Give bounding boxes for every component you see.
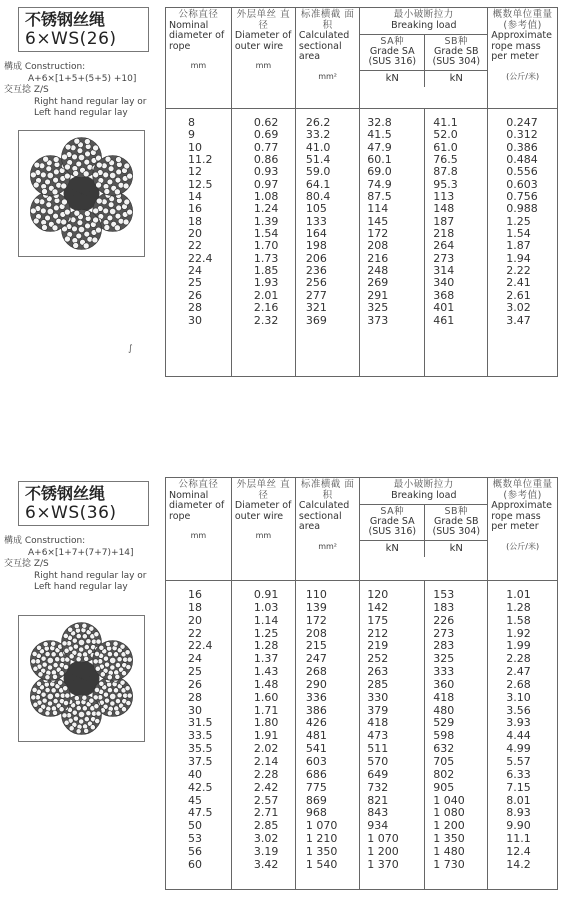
table-cell: 12.4 — [506, 844, 531, 858]
table-cell: 2.28 — [506, 652, 531, 666]
table-cell: 705 — [433, 754, 455, 768]
table-cell: 2.68 — [506, 677, 531, 691]
table-cell: 24 — [188, 264, 202, 278]
rope-info-panel — [4, 481, 158, 594]
rope-spec-table — [165, 7, 558, 377]
table-cell: 226 — [433, 613, 455, 627]
table-cell: 314 — [433, 264, 455, 278]
table-cell: 208 — [305, 626, 327, 640]
table-cell: 47.9 — [367, 140, 392, 154]
table-cell: 153 — [433, 588, 455, 601]
table-cell: 3.02 — [506, 301, 531, 315]
table-cell: 273 — [433, 251, 455, 265]
table-cell: 41.1 — [433, 116, 458, 129]
column-grade-sb-load — [425, 109, 488, 377]
table-cell: 1.94 — [506, 251, 531, 265]
header-nominal-diameter: 公称直径 Nominal diameter of rope mm — [166, 478, 232, 581]
table-cell: 2.01 — [253, 288, 279, 302]
rope-info-panel — [4, 7, 158, 120]
column-outer-wire-diameter — [231, 109, 295, 377]
table-cell: 291 — [367, 288, 389, 302]
table-cell: 16 — [188, 202, 202, 216]
table-cell: 2.14 — [253, 754, 279, 768]
product-title-cn: 不锈钢丝绳 — [25, 10, 106, 29]
table-cell: 26 — [188, 677, 202, 691]
lay-description-line1: Right hand regular lay or — [34, 96, 147, 107]
table-cell: 1 540 — [305, 857, 338, 871]
table-cell: 74.9 — [367, 177, 392, 191]
table-cell: 2.85 — [253, 819, 279, 833]
table-cell: 0.556 — [506, 165, 538, 179]
table-cell: 1.73 — [253, 251, 279, 265]
header-grade-sa: SA种 Grade SA (SUS 316) kN — [360, 35, 425, 87]
table-cell: 206 — [305, 251, 327, 265]
header-breaking-load: 最小破断拉力 Breaking load SA种 Grade SA (SUS 316) kN SB种 Grade SB (SUS 304) kN — [360, 478, 488, 581]
table-cell: 22.4 — [188, 639, 213, 653]
table-cell: 3.10 — [506, 690, 531, 704]
table-cell: 325 — [433, 652, 455, 666]
table-cell: 12.5 — [188, 177, 213, 191]
table-cell: 541 — [305, 742, 327, 756]
table-cell: 45 — [188, 793, 202, 807]
table-cell: 426 — [305, 716, 327, 730]
table-cell: 1.39 — [253, 214, 279, 228]
table-cell: 1.54 — [253, 227, 279, 241]
table-cell: 2.16 — [253, 301, 279, 315]
table-cell: 1 730 — [433, 857, 465, 871]
table-cell: 2.57 — [253, 793, 279, 807]
table-cell: 1.91 — [253, 729, 279, 743]
table-cell: 8.01 — [506, 793, 531, 807]
table-cell: 31.5 — [188, 716, 213, 730]
table-cell: 60.1 — [367, 153, 392, 167]
table-cell: 47.5 — [188, 806, 213, 820]
table-cell: 3.42 — [253, 857, 279, 871]
table-cell: 28 — [188, 301, 202, 315]
table-cell: 105 — [305, 202, 327, 216]
table-cell: 418 — [433, 690, 455, 704]
table-cell: 5.57 — [506, 754, 531, 768]
construction-info — [4, 536, 179, 594]
table-cell: 0.62 — [253, 116, 279, 129]
table-cell: 0.247 — [506, 116, 538, 129]
table-cell: 10 — [188, 140, 202, 154]
table-cell: 1.25 — [253, 626, 279, 640]
table-cell: 775 — [305, 780, 327, 794]
table-cell: 802 — [433, 767, 455, 781]
table-cell: 30 — [188, 313, 202, 327]
table-cell: 369 — [305, 313, 327, 327]
table-cell: 2.32 — [253, 313, 279, 327]
rope-cross-section-image — [18, 130, 145, 257]
table-cell: 25 — [188, 276, 202, 290]
table-cell: 175 — [367, 613, 389, 627]
column-outer-wire-diameter — [231, 581, 295, 890]
table-cell: 1.25 — [506, 214, 531, 228]
table-cell: 0.988 — [506, 202, 538, 216]
table-cell: 1.58 — [506, 613, 531, 627]
table-cell: 18 — [188, 600, 202, 614]
header-rope-mass: 概数单位重量 (参考值) Approximate rope mass per meter (公斤/米) — [488, 478, 558, 581]
table-cell: 208 — [367, 239, 389, 253]
table-cell: 1.54 — [506, 227, 531, 241]
table-cell: 481 — [305, 729, 327, 743]
table-cell: 511 — [367, 742, 389, 756]
table-cell: 3.19 — [253, 844, 279, 858]
table-cell: 2.47 — [506, 665, 531, 679]
table-cell: 64.1 — [305, 177, 331, 191]
table-cell: 379 — [367, 703, 389, 717]
table-cell: 1 480 — [433, 844, 465, 858]
table-cell: 172 — [367, 227, 389, 241]
column-rope-mass — [488, 581, 558, 890]
table-cell: 3.56 — [506, 703, 531, 717]
table-cell: 821 — [367, 793, 389, 807]
table-cell: 330 — [367, 690, 389, 704]
table-cell: 263 — [367, 665, 389, 679]
table-cell: 277 — [305, 288, 327, 302]
table-cell: 1.37 — [253, 652, 279, 666]
table-cell: 3.02 — [253, 832, 279, 846]
rope-cross-section-image — [18, 615, 145, 742]
rope-cross-section-diagram — [19, 616, 144, 741]
table-cell: 869 — [305, 793, 327, 807]
construction-label: 構成 Construction: — [4, 536, 86, 546]
table-cell: 1 210 — [305, 832, 338, 846]
table-cell: 1.01 — [506, 588, 531, 601]
header-outer-wire-diameter: 外层单丝 直 径 Diameter of outer wire mm — [231, 478, 295, 581]
table-cell: 373 — [367, 313, 389, 327]
table-cell: 26 — [188, 288, 202, 302]
table-header-row — [166, 8, 558, 109]
table-cell: 1.48 — [253, 677, 279, 691]
rope-cross-section-diagram — [19, 131, 144, 256]
table-cell: 285 — [367, 677, 389, 691]
table-cell: 14 — [188, 190, 202, 204]
table-cell: 0.97 — [253, 177, 279, 191]
table-cell: 28 — [188, 690, 202, 704]
table-cell: 0.77 — [253, 140, 279, 154]
table-cell: 2.02 — [253, 742, 279, 756]
table-cell: 0.93 — [253, 165, 279, 179]
header-nominal-diameter: 公称直径 Nominal diameter of rope mm — [166, 8, 232, 109]
construction-label: 構成 Construction: — [4, 62, 86, 72]
header-grade-sb: SB种 Grade SB (SUS 304) kN — [425, 505, 487, 557]
table-cell: 148 — [433, 202, 455, 216]
table-cell: 336 — [305, 690, 327, 704]
table-cell: 968 — [305, 806, 327, 820]
table-cell: 56 — [188, 844, 202, 858]
table-cell: 1.43 — [253, 665, 279, 679]
table-cell: 1.28 — [253, 639, 279, 653]
column-nominal-diameter — [166, 581, 232, 890]
table-cell: 22 — [188, 239, 202, 253]
table-cell: 216 — [367, 251, 389, 265]
column-nominal-diameter — [166, 109, 232, 377]
table-cell: 1.60 — [253, 690, 279, 704]
header-sectional-area: 标准横截 面 积 Calculated sectional area mm² — [295, 8, 359, 109]
table-cell: 2.42 — [253, 780, 279, 794]
table-cell: 1 040 — [433, 793, 465, 807]
table-cell: 52.0 — [433, 128, 458, 142]
table-cell: 37.5 — [188, 754, 213, 768]
table-cell: 120 — [367, 588, 389, 601]
table-cell: 247 — [305, 652, 327, 666]
table-cell: 7.15 — [506, 780, 531, 794]
table-cell: 218 — [433, 227, 455, 241]
table-cell: 368 — [433, 288, 455, 302]
table-cell: 11.2 — [188, 153, 213, 167]
table-cell: 1.92 — [506, 626, 531, 640]
table-cell: 42.5 — [188, 780, 213, 794]
table-cell: 183 — [433, 600, 455, 614]
lay-label: 交互捻 Z/S — [4, 85, 49, 95]
table-cell: 172 — [305, 613, 327, 627]
table-cell: 60 — [188, 857, 202, 871]
table-cell: 1.03 — [253, 600, 279, 614]
table-cell: 20 — [188, 227, 202, 241]
pen-mark: ∫ — [128, 344, 133, 354]
table-cell: 1.71 — [253, 703, 279, 717]
header-sectional-area: 标准横截 面 积 Calculated sectional area mm² — [295, 478, 359, 581]
table-cell: 41.5 — [367, 128, 392, 142]
lay-description-line1: Right hand regular lay or — [34, 570, 147, 581]
table-cell: 2.28 — [253, 767, 279, 781]
table-cell: 133 — [305, 214, 327, 228]
table-cell: 14.2 — [506, 857, 531, 871]
table-cell: 603 — [305, 754, 327, 768]
table-cell: 8 — [188, 116, 195, 129]
table-cell: 598 — [433, 729, 455, 743]
table-cell: 95.3 — [433, 177, 458, 191]
table-cell: 12 — [188, 165, 202, 179]
table-cell: 529 — [433, 716, 455, 730]
table-cell: 0.69 — [253, 128, 279, 142]
table-cell: 1.28 — [506, 600, 531, 614]
table-cell: 264 — [433, 239, 455, 253]
table-cell: 632 — [433, 742, 455, 756]
table-cell: 8.93 — [506, 806, 531, 820]
table-cell: 269 — [367, 276, 389, 290]
table-body-row — [166, 109, 558, 377]
table-cell: 248 — [367, 264, 389, 278]
column-sectional-area — [295, 109, 359, 377]
table-cell: 686 — [305, 767, 327, 781]
table-cell: 69.0 — [367, 165, 392, 179]
table-cell: 1 370 — [367, 857, 399, 871]
table-cell: 0.603 — [506, 177, 538, 191]
table-cell: 256 — [305, 276, 327, 290]
lay-description-line2: Left hand regular lay — [34, 108, 128, 118]
table-cell: 35.5 — [188, 742, 213, 756]
table-cell: 219 — [367, 639, 389, 653]
table-cell: 3.93 — [506, 716, 531, 730]
column-sectional-area — [295, 581, 359, 890]
table-cell: 4.99 — [506, 742, 531, 756]
table-cell: 9 — [188, 128, 195, 142]
table-cell: 20 — [188, 613, 202, 627]
table-cell: 11.1 — [506, 832, 531, 846]
table-cell: 273 — [433, 626, 455, 640]
table-cell: 2.41 — [506, 276, 531, 290]
product-model: 6×WS(26) — [25, 29, 117, 49]
table-cell: 4.44 — [506, 729, 531, 743]
table-cell: 321 — [305, 301, 327, 315]
table-cell: 360 — [433, 677, 455, 691]
table-cell: 25 — [188, 665, 202, 679]
table-cell: 1.14 — [253, 613, 279, 627]
table-cell: 268 — [305, 665, 327, 679]
table-cell: 51.4 — [305, 153, 331, 167]
table-cell: 33.5 — [188, 729, 213, 743]
table-cell: 905 — [433, 780, 455, 794]
table-cell: 61.0 — [433, 140, 458, 154]
table-cell: 1 080 — [433, 806, 465, 820]
table-cell: 0.86 — [253, 153, 279, 167]
lay-description-line2: Left hand regular lay — [34, 582, 128, 592]
table-header-row — [166, 478, 558, 581]
column-grade-sa-load — [360, 109, 425, 377]
construction-formula: A+6×[1+5+(5+5) +10] — [28, 73, 137, 84]
rope-spec-table — [165, 477, 558, 890]
header-grade-sa: SA种 Grade SA (SUS 316) kN — [360, 505, 425, 557]
table-cell: 480 — [433, 703, 455, 717]
table-cell: 33.2 — [305, 128, 331, 142]
table-cell: 1.93 — [253, 276, 279, 290]
table-cell: 0.484 — [506, 153, 538, 167]
table-cell: 401 — [433, 301, 455, 315]
table-cell: 164 — [305, 227, 327, 241]
product-title-cn: 不锈钢丝绳 — [25, 484, 106, 503]
table-cell: 87.5 — [367, 190, 392, 204]
table-cell: 212 — [367, 626, 389, 640]
table-cell: 843 — [367, 806, 389, 820]
table-cell: 1 200 — [367, 844, 399, 858]
table-cell: 9.90 — [506, 819, 531, 833]
table-cell: 2.71 — [253, 806, 279, 820]
table-cell: 0.756 — [506, 190, 538, 204]
table-cell: 145 — [367, 214, 389, 228]
table-cell: 1.99 — [506, 639, 531, 653]
table-cell: 113 — [433, 190, 455, 204]
table-cell: 2.22 — [506, 264, 531, 278]
table-cell: 934 — [367, 819, 389, 833]
table-cell: 570 — [367, 754, 389, 768]
table-cell: 215 — [305, 639, 327, 653]
table-cell: 22 — [188, 626, 202, 640]
table-cell: 473 — [367, 729, 389, 743]
table-cell: 187 — [433, 214, 455, 228]
table-cell: 0.386 — [506, 140, 538, 154]
table-cell: 16 — [188, 588, 202, 601]
construction-info — [4, 62, 179, 120]
table-cell: 87.8 — [433, 165, 458, 179]
table-cell: 283 — [433, 639, 455, 653]
table-cell: 50 — [188, 819, 202, 833]
table-cell: 1.87 — [506, 239, 531, 253]
table-cell: 325 — [367, 301, 389, 315]
table-cell: 198 — [305, 239, 327, 253]
table-cell: 6.33 — [506, 767, 531, 781]
table-cell: 732 — [367, 780, 389, 794]
column-grade-sa-load — [360, 581, 425, 890]
table-cell: 22.4 — [188, 251, 213, 265]
column-grade-sb-load — [425, 581, 488, 890]
product-model: 6×WS(36) — [25, 503, 117, 523]
table-cell: 32.8 — [367, 116, 392, 129]
table-cell: 114 — [367, 202, 389, 216]
table-cell: 76.5 — [433, 153, 458, 167]
table-cell: 418 — [367, 716, 389, 730]
table-cell: 24 — [188, 652, 202, 666]
table-cell: 236 — [305, 264, 327, 278]
header-rope-mass: 概数单位重量 (参考值) Approximate rope mass per meter (公斤/米) — [488, 8, 558, 109]
table-cell: 139 — [305, 600, 327, 614]
product-title-box — [18, 7, 149, 52]
table-cell: 30 — [188, 703, 202, 717]
table-cell: 26.2 — [305, 116, 331, 129]
table-cell: 1.08 — [253, 190, 279, 204]
column-rope-mass — [488, 109, 558, 377]
table-cell: 1 070 — [367, 832, 399, 846]
table-cell: 1.80 — [253, 716, 279, 730]
table-cell: 0.91 — [253, 588, 279, 601]
header-grade-sb: SB种 Grade SB (SUS 304) kN — [425, 35, 487, 87]
table-cell: 461 — [433, 313, 455, 327]
construction-formula: A+6×[1+7+(7+7)+14] — [28, 547, 134, 558]
table-cell: 2.61 — [506, 288, 531, 302]
table-cell: 649 — [367, 767, 389, 781]
table-cell: 1.24 — [253, 202, 279, 216]
table-cell: 1 200 — [433, 819, 465, 833]
table-cell: 53 — [188, 832, 202, 846]
table-cell: 1.85 — [253, 264, 279, 278]
table-cell: 333 — [433, 665, 455, 679]
table-cell: 0.312 — [506, 128, 538, 142]
table-cell: 1 350 — [305, 844, 338, 858]
table-cell: 3.47 — [506, 313, 531, 327]
table-body-row — [166, 581, 558, 890]
table-cell: 1 070 — [305, 819, 338, 833]
table-cell: 1 350 — [433, 832, 465, 846]
table-cell: 59.0 — [305, 165, 331, 179]
header-outer-wire-diameter: 外层单丝 直 径 Diameter of outer wire mm — [231, 8, 295, 109]
table-cell: 290 — [305, 677, 327, 691]
table-cell: 386 — [305, 703, 327, 717]
table-cell: 41.0 — [305, 140, 331, 154]
table-cell: 340 — [433, 276, 455, 290]
header-breaking-load: 最小破断拉力 Breaking load SA种 Grade SA (SUS 316) kN SB种 Grade SB (SUS 304) kN — [360, 8, 488, 109]
table-cell: 40 — [188, 767, 202, 781]
product-title-box — [18, 481, 149, 526]
table-cell: 1.70 — [253, 239, 279, 253]
table-cell: 110 — [305, 588, 327, 601]
table-cell: 252 — [367, 652, 389, 666]
table-cell: 142 — [367, 600, 389, 614]
lay-label: 交互捻 Z/S — [4, 559, 49, 569]
table-cell: 80.4 — [305, 190, 331, 204]
table-cell: 18 — [188, 214, 202, 228]
